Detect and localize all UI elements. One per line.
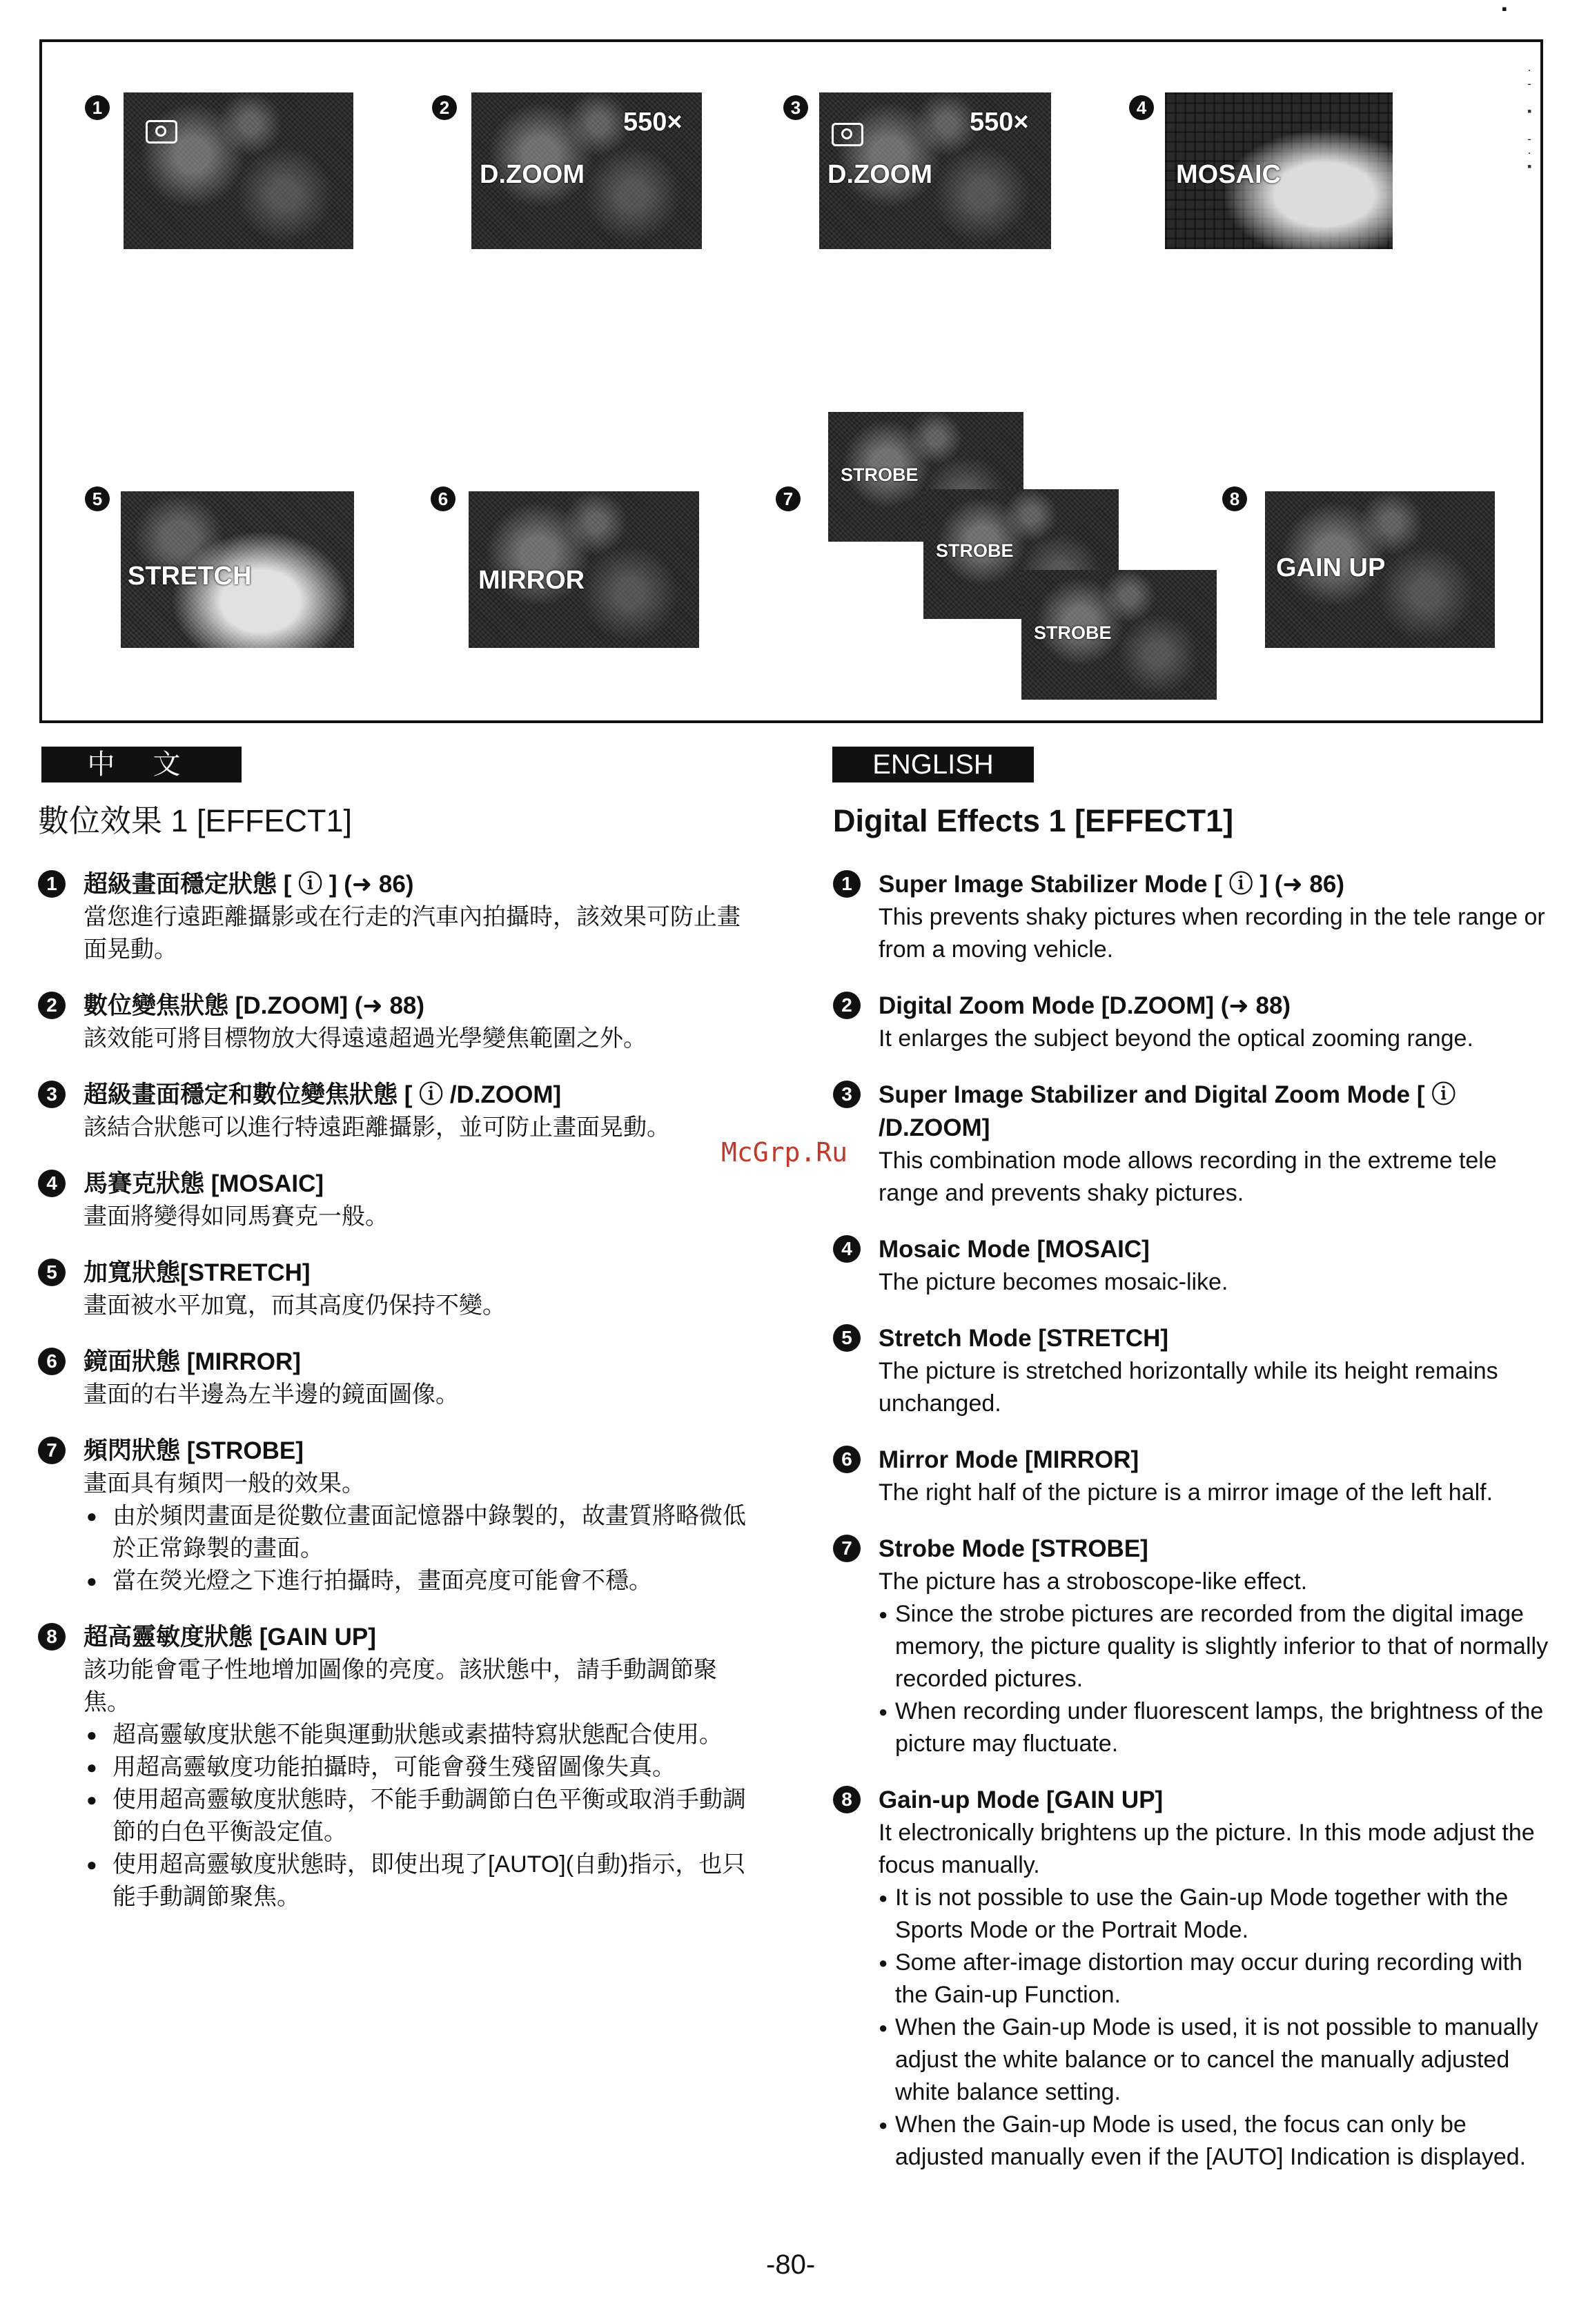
zoom-ratio-label: 550× — [970, 108, 1029, 137]
strobe-label: STROBE — [1034, 622, 1112, 643]
item-heading: Strobe Mode [STROBE] — [879, 1535, 1148, 1562]
shot-number-2: 2 — [432, 95, 457, 120]
zh-item-stabilizer-dzoom — [38, 1079, 756, 1144]
item-heading: 頻閃狀態 [STROBE] — [84, 1437, 304, 1464]
item-heading: 加寬狀態[STRETCH] — [84, 1259, 311, 1286]
screen-stabilizer-dzoom — [819, 92, 1051, 249]
note: ● Since the strobe pictures are recorded from the digital image memory, the picture quality is slightly inferior to that of normally recorded pictures. — [879, 1598, 1551, 1695]
item-number: 2 — [38, 992, 66, 1019]
mirror-label: MIRROR — [478, 566, 585, 595]
item-heading: 數位變焦狀態 [D.ZOOM] (➜ 88) — [84, 992, 425, 1019]
note: ● When the Gain-up Mode is used, it is not possible to manually adjust the white balance or to cancel the manually adjusted white balance setting. — [879, 2011, 1551, 2109]
en-item-stabilizer-dzoom — [833, 1079, 1551, 1210]
note: ● 用超高靈敏度功能拍攝時，可能會發生殘留圖像失真。 — [84, 1751, 756, 1784]
item-notes — [879, 1882, 1551, 2174]
en-item-stabilizer — [833, 868, 1551, 966]
item-number: 6 — [38, 1348, 66, 1375]
zoom-ratio-label: 550× — [623, 108, 683, 137]
item-number: 8 — [38, 1623, 66, 1651]
stabilizer-icon — [832, 123, 863, 146]
item-heading: Gain-up Mode [GAIN UP] — [879, 1786, 1164, 1813]
shot-number-3: 3 — [783, 95, 808, 120]
note: ● It is not possible to use the Gain-up Mode together with the Sports Mode or the Portrait Mode. — [879, 1882, 1551, 1947]
item-heading: Super Image Stabilizer Mode [ ⓘ ] (➜ 86) — [879, 871, 1344, 898]
en-item-gain-up — [833, 1784, 1551, 2174]
note: ● 當在熒光燈之下進行拍攝時，畫面亮度可能會不穩。 — [84, 1565, 756, 1597]
item-body: This prevents shaky pictures when recording in the tele range or from a moving vehicle. — [879, 904, 1545, 963]
item-number: 5 — [38, 1259, 66, 1286]
strobe-label: STROBE — [936, 540, 1014, 561]
shot-number-8: 8 — [1222, 486, 1247, 511]
screen-stretch — [121, 491, 354, 648]
effects-figure — [39, 39, 1543, 723]
item-number: 6 — [833, 1446, 861, 1473]
screen-mosaic — [1165, 92, 1393, 249]
item-body: It electronically brightens up the picture. In this mode adjust the focus manually. — [879, 1820, 1535, 1878]
item-body: 畫面將變得如同馬賽克一般。 — [84, 1203, 389, 1230]
screen-gain-up — [1265, 491, 1495, 648]
dzoom-label: D.ZOOM — [480, 160, 585, 189]
en-item-mirror — [833, 1444, 1551, 1509]
note: ● 使用超高靈敏度狀態時，即使出現了[AUTO](自動)指示，也只能手動調節聚焦。 — [84, 1849, 756, 1913]
item-heading: Mirror Mode [MIRROR] — [879, 1446, 1139, 1473]
english-title: Digital Effects 1 [EFFECT1] — [833, 803, 1234, 838]
item-body: The picture has a stroboscope-like effect. — [879, 1568, 1308, 1595]
item-heading: Digital Zoom Mode [D.ZOOM] (➜ 88) — [879, 992, 1291, 1019]
item-number: 3 — [38, 1081, 66, 1108]
strobe-label: STROBE — [841, 464, 919, 485]
note: ● 使用超高靈敏度狀態時，不能手動調節白色平衡或取消手動調節的白色平衡設定值。 — [84, 1784, 756, 1849]
item-number: 3 — [833, 1081, 861, 1108]
stabilizer-icon — [146, 120, 177, 144]
shot-number-7: 7 — [776, 486, 801, 511]
shot-number-6: 6 — [431, 486, 455, 511]
item-number: 8 — [833, 1786, 861, 1813]
item-heading: Mosaic Mode [MOSAIC] — [879, 1236, 1150, 1263]
note: ● When the Gain-up Mode is used, the focus can only be adjusted manually even if the [AUTO] Indication is displayed. — [879, 2109, 1551, 2174]
item-number: 2 — [833, 992, 861, 1019]
zh-item-stabilizer — [38, 868, 756, 966]
chinese-language-bar: 中 文 — [41, 747, 242, 782]
shot-number-5: 5 — [85, 486, 110, 511]
item-body: The right half of the picture is a mirror image of the left half. — [879, 1479, 1493, 1506]
item-body: 畫面的右半邊為左半邊的鏡面圖像。 — [84, 1381, 459, 1408]
item-number: 5 — [833, 1324, 861, 1352]
zh-item-mosaic — [38, 1168, 756, 1233]
item-heading: Stretch Mode [STRETCH] — [879, 1325, 1168, 1352]
screen-digital-zoom — [471, 92, 702, 249]
shot-number-1: 1 — [85, 95, 110, 120]
en-item-stretch — [833, 1322, 1551, 1420]
english-column — [833, 800, 1551, 2197]
en-item-strobe — [833, 1533, 1551, 1760]
item-heading: 超級畫面穩定和數位變焦狀態 [ ⓘ /D.ZOOM] — [84, 1081, 562, 1108]
english-language-bar: ENGLISH — [832, 747, 1034, 782]
item-notes — [84, 1500, 756, 1597]
screen-strobe-3 — [1021, 570, 1217, 700]
item-body: This combination mode allows recording in the extreme tele range and prevents shaky pictures. — [879, 1148, 1497, 1206]
item-heading: 超高靈敏度狀態 [GAIN UP] — [84, 1624, 376, 1651]
note: ● Some after-image distortion may occur during recording with the Gain-up Function. — [879, 1947, 1551, 2011]
item-heading: Super Image Stabilizer and Digital Zoom Mode [ ⓘ /D.ZOOM] — [879, 1081, 1456, 1141]
screen-image-stabilizer — [124, 92, 353, 249]
item-body: 該效能可將目標物放大得遠遠超過光學變焦範圍之外。 — [84, 1025, 647, 1052]
mosaic-label: MOSAIC — [1176, 160, 1281, 189]
gain-up-label: GAIN UP — [1276, 553, 1386, 582]
item-number: 7 — [833, 1535, 861, 1562]
corner-mark: ▪ — [1502, 0, 1507, 17]
dzoom-label: D.ZOOM — [827, 160, 932, 189]
item-number: 1 — [38, 870, 66, 898]
item-heading: 鏡面狀態 [MIRROR] — [84, 1348, 301, 1375]
zh-item-gain-up — [38, 1621, 756, 1913]
item-body: It enlarges the subject beyond the optical zooming range. — [879, 1025, 1473, 1052]
item-notes — [84, 1719, 756, 1913]
item-number: 4 — [833, 1235, 861, 1263]
item-body: 該功能會電子性地增加圖像的亮度。該狀態中，請手動調節聚焦。 — [84, 1657, 717, 1715]
item-number: 7 — [38, 1437, 66, 1464]
zh-item-stretch — [38, 1257, 756, 1322]
en-item-dzoom — [833, 989, 1551, 1055]
shot-number-4: 4 — [1129, 95, 1154, 120]
item-number: 1 — [833, 870, 861, 898]
stretch-label: STRETCH — [128, 562, 252, 591]
page-number: -80- — [766, 2249, 816, 2280]
watermark: McGrp.Ru — [721, 1137, 848, 1168]
en-item-mosaic — [833, 1233, 1551, 1299]
chinese-column — [38, 800, 756, 1937]
item-body: 畫面具有頻閃一般的效果。 — [84, 1470, 365, 1497]
item-heading: 超級畫面穩定狀態 [ ⓘ ] (➜ 86) — [84, 871, 414, 898]
item-heading: 馬賽克狀態 [MOSAIC] — [84, 1170, 324, 1197]
item-notes — [879, 1598, 1551, 1760]
edge-marks: · - ▪ - · ▪ — [1527, 63, 1532, 173]
note: ● When recording under fluorescent lamps, the brightness of the picture may fluctuate. — [879, 1695, 1551, 1760]
zh-item-strobe — [38, 1435, 756, 1597]
chinese-title: 數位效果 1 [EFFECT1] — [38, 803, 353, 838]
zh-item-dzoom — [38, 989, 756, 1055]
note: ● 超高靈敏度狀態不能與運動狀態或素描特寫狀態配合使用。 — [84, 1719, 756, 1751]
item-number: 4 — [38, 1170, 66, 1197]
item-body: The picture is stretched horizontally while its height remains unchanged. — [879, 1358, 1498, 1417]
item-body: 當您進行遠距離攝影或在行走的汽車內拍攝時，該效果可防止畫面晃動。 — [84, 904, 741, 963]
screen-mirror — [469, 491, 699, 648]
item-body: 畫面被水平加寬，而其高度仍保持不變。 — [84, 1292, 506, 1319]
item-body: 該結合狀態可以進行特遠距離攝影，並可防止畫面晃動。 — [84, 1114, 670, 1141]
zh-item-mirror — [38, 1346, 756, 1411]
item-body: The picture becomes mosaic-like. — [879, 1269, 1228, 1295]
note: ● 由於頻閃畫面是從數位畫面記憶器中錄製的，故畫質將略微低於正常錄製的畫面。 — [84, 1500, 756, 1565]
